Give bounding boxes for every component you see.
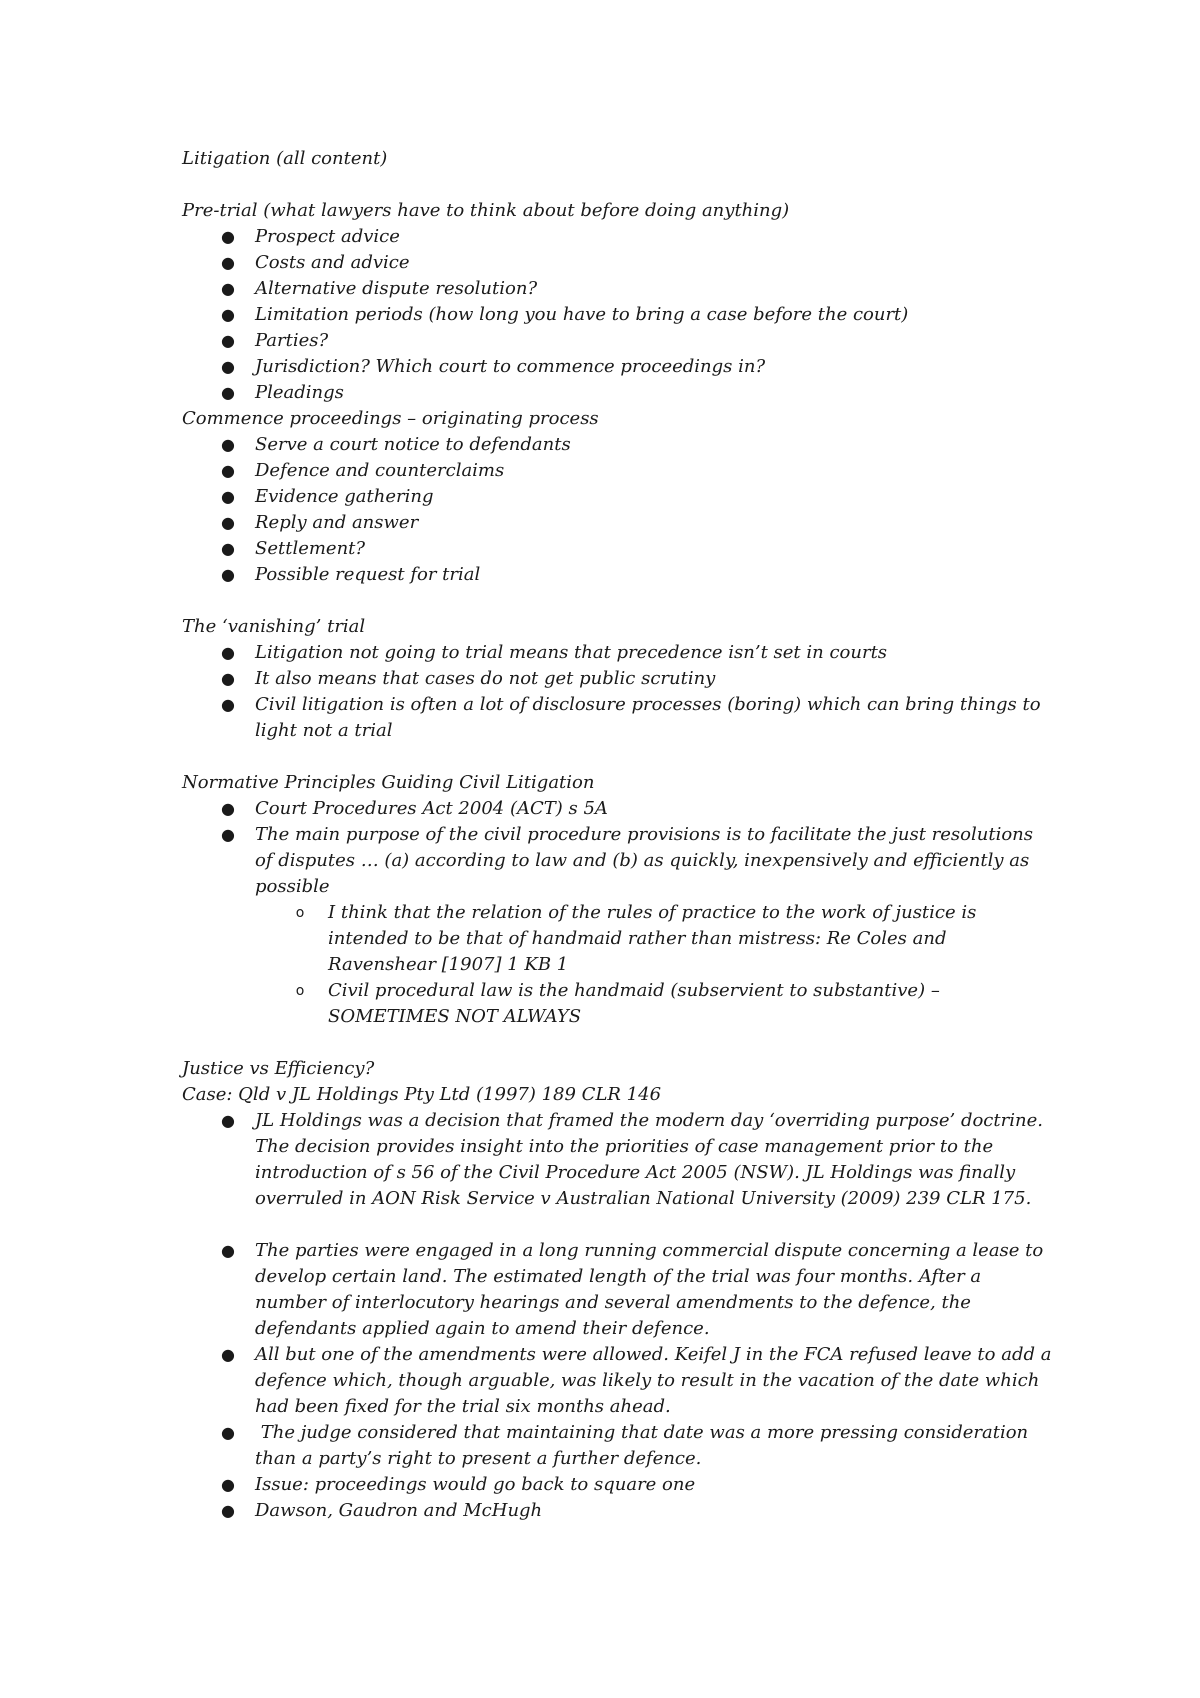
list-item: ● It also means that cases do not get public scrutiny: [182, 666, 1052, 692]
list-item: ● Limitation periods (how long you have to bring a case before the court): [182, 302, 1052, 328]
list-item: ● Reply and answer: [182, 510, 1052, 536]
bullet-icon: ●: [221, 357, 235, 376]
sub-list-item: o Civil procedural law is the handmaid (subservient to substantive) – SOMETIMES NOT ALWAYS: [295, 980, 940, 1027]
list-item: ● Alternative dispute resolution?: [182, 276, 1052, 302]
bullet-icon: ●: [221, 1241, 235, 1260]
hollow-bullet-icon: o: [295, 983, 305, 999]
bullet-icon: ●: [221, 695, 235, 714]
list-item: ● The judge considered that maintaining that date was a more pressing consideration than a party’s right to present a further defence.: [221, 1422, 1034, 1469]
bullet-icon: ●: [221, 305, 235, 324]
list-item: ● JL Holdings was a decision that framed the modern day ‘overriding purpose’ doctrine. The decision provides insight into the priorities of case management prior to the introduction of s 56 of the Civil Procedure Act 2005 (NSW). JL Holdings was finally overruled in AON Risk Service v Australian National University (2009) 239 CLR 175.: [221, 1110, 1043, 1209]
list-item: ● Dawson, Gaudron and McHugh: [182, 1498, 1052, 1524]
bullet-icon: ●: [221, 253, 235, 272]
bullet-icon: ●: [221, 1475, 235, 1494]
bullet-icon: ●: [221, 825, 235, 844]
bullet-icon: ●: [221, 1111, 235, 1130]
spacer: [182, 1030, 1052, 1056]
bullet-icon: ●: [221, 279, 235, 298]
bullet-icon: ●: [221, 799, 235, 818]
list-pretrial: [182, 224, 1052, 406]
list-item: ● Jurisdiction? Which court to commence proceedings in?: [182, 354, 1052, 380]
bullet-icon: ●: [221, 513, 235, 532]
bullet-icon: ●: [221, 461, 235, 480]
list-item: ● Settlement?: [182, 536, 1052, 562]
list-item: ● Litigation not going to trial means that precedence isn’t set in courts: [182, 640, 1052, 666]
list-item: ● Serve a court notice to defendants: [182, 432, 1052, 458]
bullet-icon: ●: [221, 643, 235, 662]
bullet-icon: ●: [221, 565, 235, 584]
spacer: [182, 588, 1052, 614]
list-justice: [182, 1108, 1052, 1524]
list-commence: [182, 432, 1052, 588]
list-item: ● Possible request for trial: [182, 562, 1052, 588]
bullet-icon: ●: [221, 435, 235, 454]
document-body: [182, 146, 1052, 1524]
list-item: ● The parties were engaged in a long running commercial dispute concerning a lease to develop certain land. The estimated length of the trial was four months. After a number of interlocutory hearings and several amendments to the defence, the defendants applied again to amend their defence.: [221, 1240, 1044, 1339]
bullet-icon: ●: [221, 1501, 235, 1520]
spacer: [182, 744, 1052, 770]
list-item: ● Pleadings: [182, 380, 1052, 406]
document-title: Litigation (all content): [182, 148, 388, 169]
bullet-icon: ●: [221, 1345, 235, 1364]
bullet-icon: ●: [221, 383, 235, 402]
bullet-icon: ●: [221, 1423, 235, 1442]
section-heading-commence: Commence proceedings – originating process: [182, 408, 599, 429]
list-item: ● Defence and counterclaims: [182, 458, 1052, 484]
list-item: ● Court Procedures Act 2004 (ACT) s 5A: [182, 796, 1052, 822]
spacer: [182, 172, 1052, 198]
list-item: ● All but one of the amendments were allowed. Keifel J in the FCA refused leave to add a defence which, though arguable, was likely to result in the vacation of the date which had been fixed for the trial six months ahead.: [221, 1344, 1052, 1417]
section-heading-justice: Justice vs Efficiency?: [182, 1058, 375, 1079]
list-item: ● Parties?: [182, 328, 1052, 354]
list-item: ● Civil litigation is often a lot of disclosure processes (boring) which can bring things to light not a trial: [221, 694, 1041, 741]
list-item: ● Prospect advice: [182, 224, 1052, 250]
bullet-icon: ●: [221, 227, 235, 246]
list-item: ● The main purpose of the civil procedure provisions is to facilitate the just resolutions of disputes … (a) according to law and (b) as quickly, inexpensively and efficiently as possible: [221, 824, 1033, 897]
list-vanishing: [182, 640, 1052, 744]
section-heading-normative: Normative Principles Guiding Civil Litigation: [182, 772, 595, 793]
list-item: ● Issue: proceedings would go back to square one: [182, 1472, 1052, 1498]
case-citation: Case: Qld v JL Holdings Pty Ltd (1997) 189 CLR 146: [182, 1084, 662, 1105]
bullet-icon: ●: [221, 539, 235, 558]
bullet-icon: ●: [221, 487, 235, 506]
bullet-icon: ●: [221, 669, 235, 688]
list-item: ● Costs and advice: [182, 250, 1052, 276]
section-heading-vanishing: The ‘vanishing’ trial: [182, 616, 366, 637]
list-item: ● Evidence gathering: [182, 484, 1052, 510]
sub-list-item: o I think that the relation of the rules of practice to the work of justice is intended to be that of handmaid rather than mistress: Re Coles and Ravenshear [1907] 1 KB 1: [295, 902, 977, 975]
list-normative: [182, 796, 1052, 1030]
hollow-bullet-icon: o: [295, 905, 305, 921]
section-heading-pretrial: Pre-trial (what lawyers have to think about before doing anything): [182, 200, 790, 221]
bullet-icon: ●: [221, 331, 235, 350]
